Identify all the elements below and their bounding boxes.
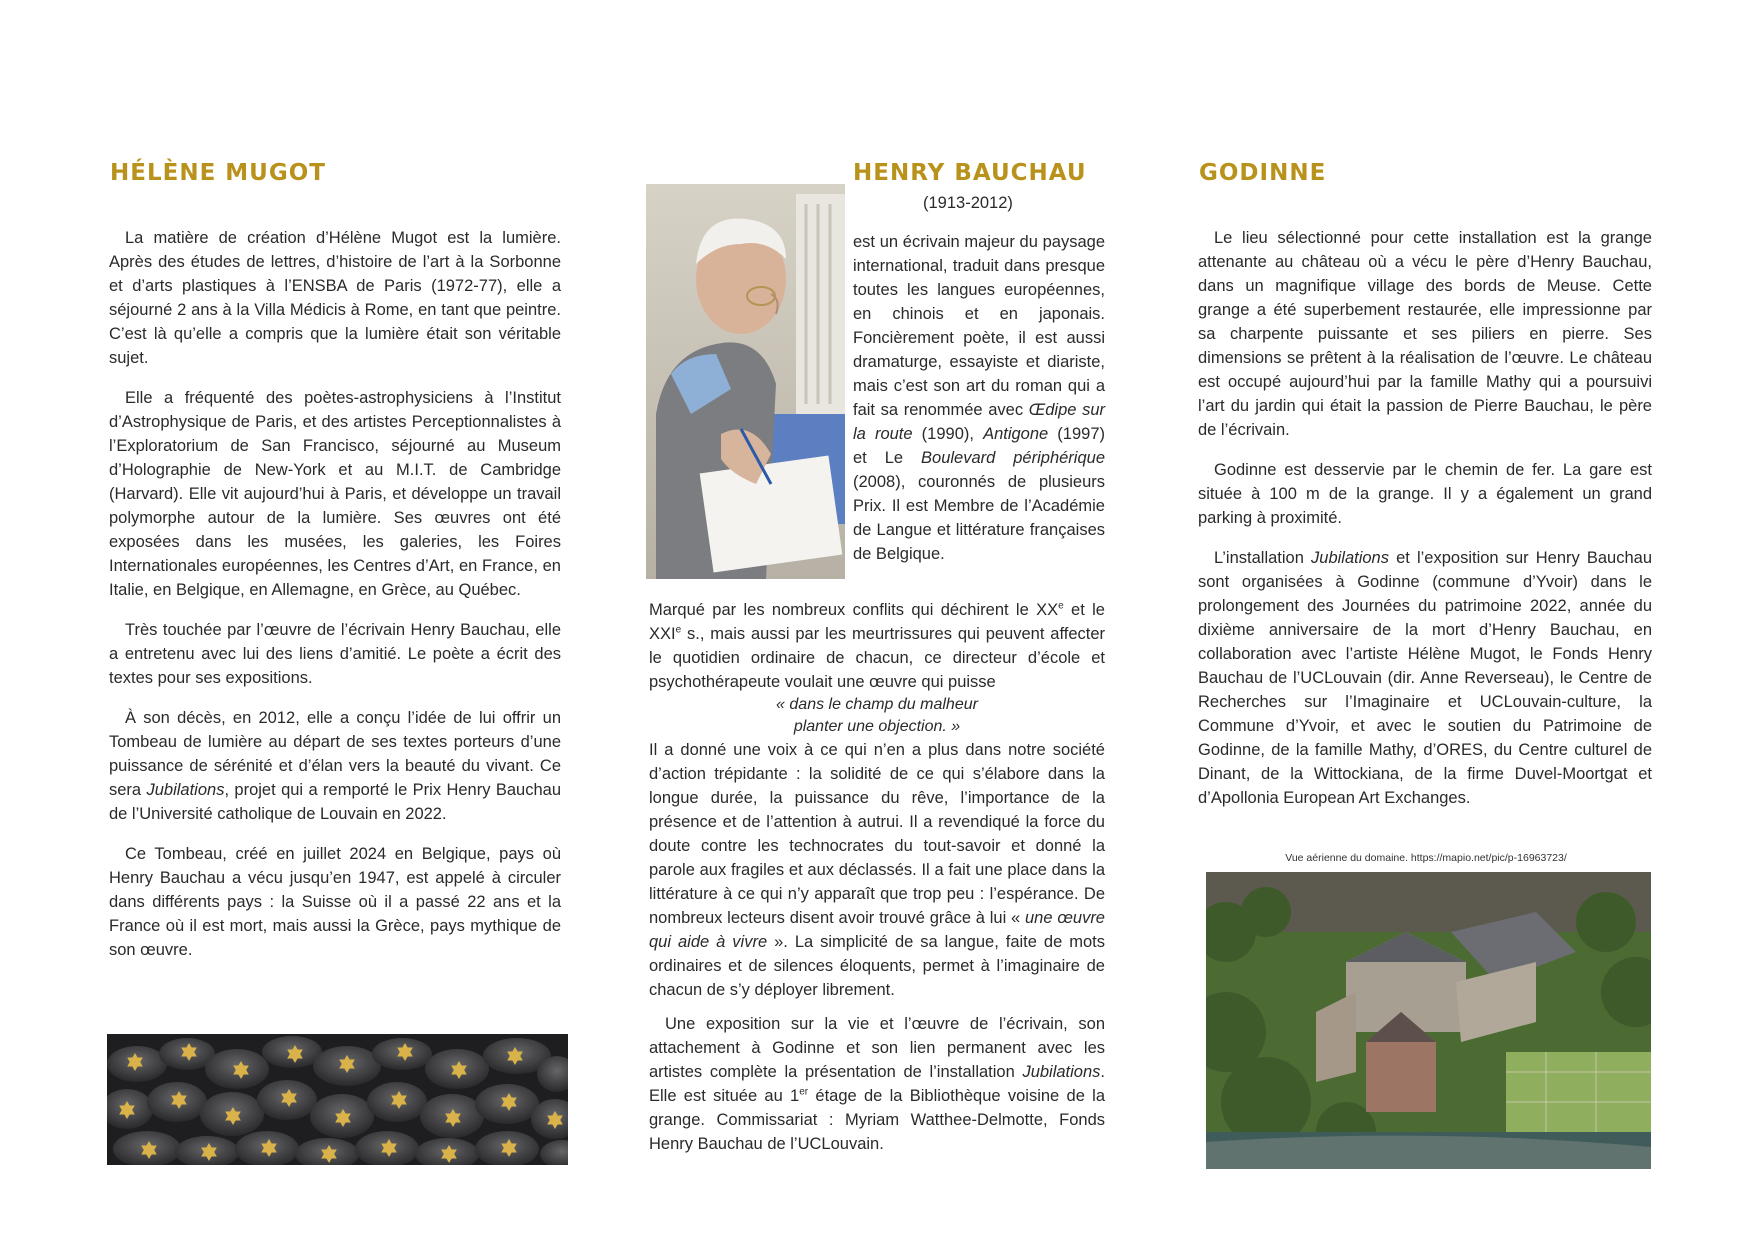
italic-title: Jubilations (146, 781, 225, 799)
text: (1997) et Le (853, 425, 1106, 467)
italic-title: Jubilations (1311, 549, 1389, 567)
quote-line: « dans le champ du malheur (776, 696, 978, 713)
column-helene-mugot (109, 226, 561, 962)
superscript: e (1058, 600, 1064, 612)
text: et le XXI (649, 601, 1105, 643)
quote-line: planter une objection. » (793, 718, 961, 735)
paragraph (1198, 546, 1652, 810)
artwork-stars-svg (107, 1034, 568, 1165)
superscript: e (675, 624, 682, 636)
paragraph: Très touchée par l’œuvre de l’écrivain Henry Bauchau, elle a entretenu avec lui des liens d’amitié. Le poète a écrit des textes pour ses expositions. (109, 621, 561, 687)
portrait-photo-svg (646, 184, 845, 579)
paragraph (109, 706, 561, 826)
text: et l’exposition sur Henry Bauchau sont organisées à Godinne (commune d’Yvoir) dans le prolongement des Journées du patrimoine 2022, année du dixième anniversaire de la mort d’Henry Bauchau, en collaboration avec l’artiste Hélène Mugot, le Fonds Henry Bauchau de l’UCLouvain (dir. Anne Reverseau), le Centre de Recherches sur l’Imaginaire et UCLouvain-culture, la Commune d’Yvoir, et avec le soutien du Patrimoine de Godinne, de la famille Mathy, d’ORES, du Centre culturel de Dinant, de la Wittockiana, de la firme Duvel-Moortgat et d’Apollonia European Art Exchanges. (1198, 549, 1652, 807)
heading-henry-bauchau: HENRY BAUCHAU (853, 160, 1087, 186)
text: Marqué par les nombreux conflits qui déchirent le XX (649, 601, 1059, 619)
text: ». La simplicité de sa langue, faite de mots ordinaires et de silences éloquents, permet à l’imaginaire de chacun de s’y déployer librement. (649, 933, 1105, 999)
paragraph: Godinne est desservie par le chemin de fer. La gare est située à 100 m de la grange. Il y a également un grand parking à proximité. (1198, 461, 1652, 527)
text: (1990), (912, 425, 984, 443)
heading-helene-mugot: HÉLÈNE MUGOT (110, 160, 326, 186)
superscript: er (799, 1086, 809, 1098)
paragraph: Elle a fréquenté des poètes-astrophysiciens à l’Institut d’Astrophysique de Paris, et des artistes Perceptionnalistes à l’Exploratorium de San Francisco, séjourné au Museum d’Holographie de New-York et au M.I.T. de Cambridge (Harvard). Elle vit aujourd’hui à Paris, et développe un travail polymorphe autour de la lumière. Ses œuvres ont été exposées dans les musées, les galeries, les Foires Internationales européennes, les Centres d’Art, en France, en Italie, en Belgique, en Allemagne, en Grèce, au Québec. (109, 389, 561, 599)
italic-quote: une œuvre qui aide à vivre (649, 909, 1105, 951)
text: étage de la Bibliothèque voisine de la grange. Commissariat : Myriam Watthee-Delmotte, Fonds Henry Bauchau de l’UCLouvain. (649, 1087, 1105, 1153)
paragraph (649, 738, 1105, 1002)
paragraph: La matière de création d’Hélène Mugot est la lumière. Après des études de lettres, d’histoire de l’art à la Sorbonne et d’arts plastiques à l’ENSBA de Paris (1972-77), elle a séjourné 2 ans à la Villa Médicis à Rome, en tant que peintre. C’est là qu’elle a compris que la lumière était son véritable sujet. (109, 229, 561, 367)
column-henry-bauchau (649, 598, 1105, 1156)
text: À son décès, en 2012, elle a conçu l’idée de lui offrir un Tombeau de lumière au départ de ses textes porteurs d’une puissance de sérénité et d’élan vers la beauté du vivant. Ce sera (109, 709, 561, 799)
column-godinne (1198, 226, 1652, 810)
photo-caption: Vue aérienne du domaine. https://mapio.net/pic/p-16963723/ (1285, 852, 1567, 864)
dates: (1913-2012) (923, 194, 1013, 212)
aerial-photo-domain (1206, 872, 1651, 1169)
heading-godinne: GODINNE (1199, 160, 1327, 186)
text: Une exposition sur la vie et l’œuvre de l’écrivain, son attachement à Godinne et son lien permanent avec les artistes complète la présentation de l’installation (649, 1015, 1105, 1081)
text: s., mais aussi par les meurtrissures qui peuvent affecter le quotidien ordinaire de chacun, ce directeur d’école et psychothérapeute voulait une œuvre qui puisse (649, 625, 1105, 691)
paragraph (649, 1012, 1105, 1156)
portrait-photo-henry-bauchau (646, 184, 845, 579)
text: , projet qui a remporté le Prix Henry Bauchau de l’Université catholique de Louvain en 2022. (109, 781, 561, 823)
text: . Elle est située au 1 (649, 1063, 1105, 1105)
paragraph (649, 598, 1105, 694)
paragraph: Ce Tombeau, créé en juillet 2024 en Belgique, pays où Henry Bauchau a vécu jusqu’en 1947, est appelé à circuler dans différents pays : la Suisse où il a passé 22 ans et la France où il est mort, mais aussi la Grèce, pays mythique de son œuvre. (109, 845, 561, 959)
italic-title: Jubilations (1022, 1063, 1101, 1081)
italic-title: Antigone (983, 425, 1049, 443)
text: Il a donné une voix à ce qui n’en a plus dans notre société d’action trépidante : la solidité de ce qui s’élabore dans la longue durée, la puissance du rêve, l’importance de la présence et de l’attention à autrui. Il a revendiqué la force du doute contre les technocrates du tout-savoir et donné la parole aux fragiles et aux déclassés. Il a fait une place dans la littérature à ce qui n’y apparaît que trop peu : l’espérance. De nombreux lecteurs disent avoir trouvé grâce à lui « (649, 741, 1105, 927)
italic-title: Œdipe sur la route (853, 401, 1105, 443)
bio-intro (853, 230, 1105, 566)
italic-title: Boulevard périphérique (921, 449, 1105, 467)
text: L’installation (1214, 549, 1312, 567)
artwork-stars-image (107, 1034, 568, 1165)
text: est un écrivain majeur du paysage international, traduit dans presque toutes les langues européennes, en chinois et en japonais. Foncièrement poète, il est aussi dramaturge, essayiste et diariste, mais c’est son art du roman qui a fait sa renommée avec (853, 233, 1105, 419)
aerial-photo-svg (1206, 872, 1651, 1169)
text: (2008), couronnés de plusieurs Prix. Il est Membre de l’Académie de Langue et littérature françaises de Belgique. (853, 473, 1105, 563)
paragraph (853, 230, 1105, 566)
paragraph: Le lieu sélectionné pour cette installation est la grange attenante au château où a vécu le père d’Henry Bauchau, dans un magnifique village des bords de Meuse. Cette grange a été superbement restaurée, elle impressionne par sa charpente puissante et ses piliers en pierre. Ses dimensions se prêtent à la réalisation de l’œuvre. Le château est occupé aujourd’hui par la famille Mathy qui a poursuivi l’art du jardin qui était la passion de Pierre Bauchau, le père de l’écrivain. (1198, 229, 1652, 439)
